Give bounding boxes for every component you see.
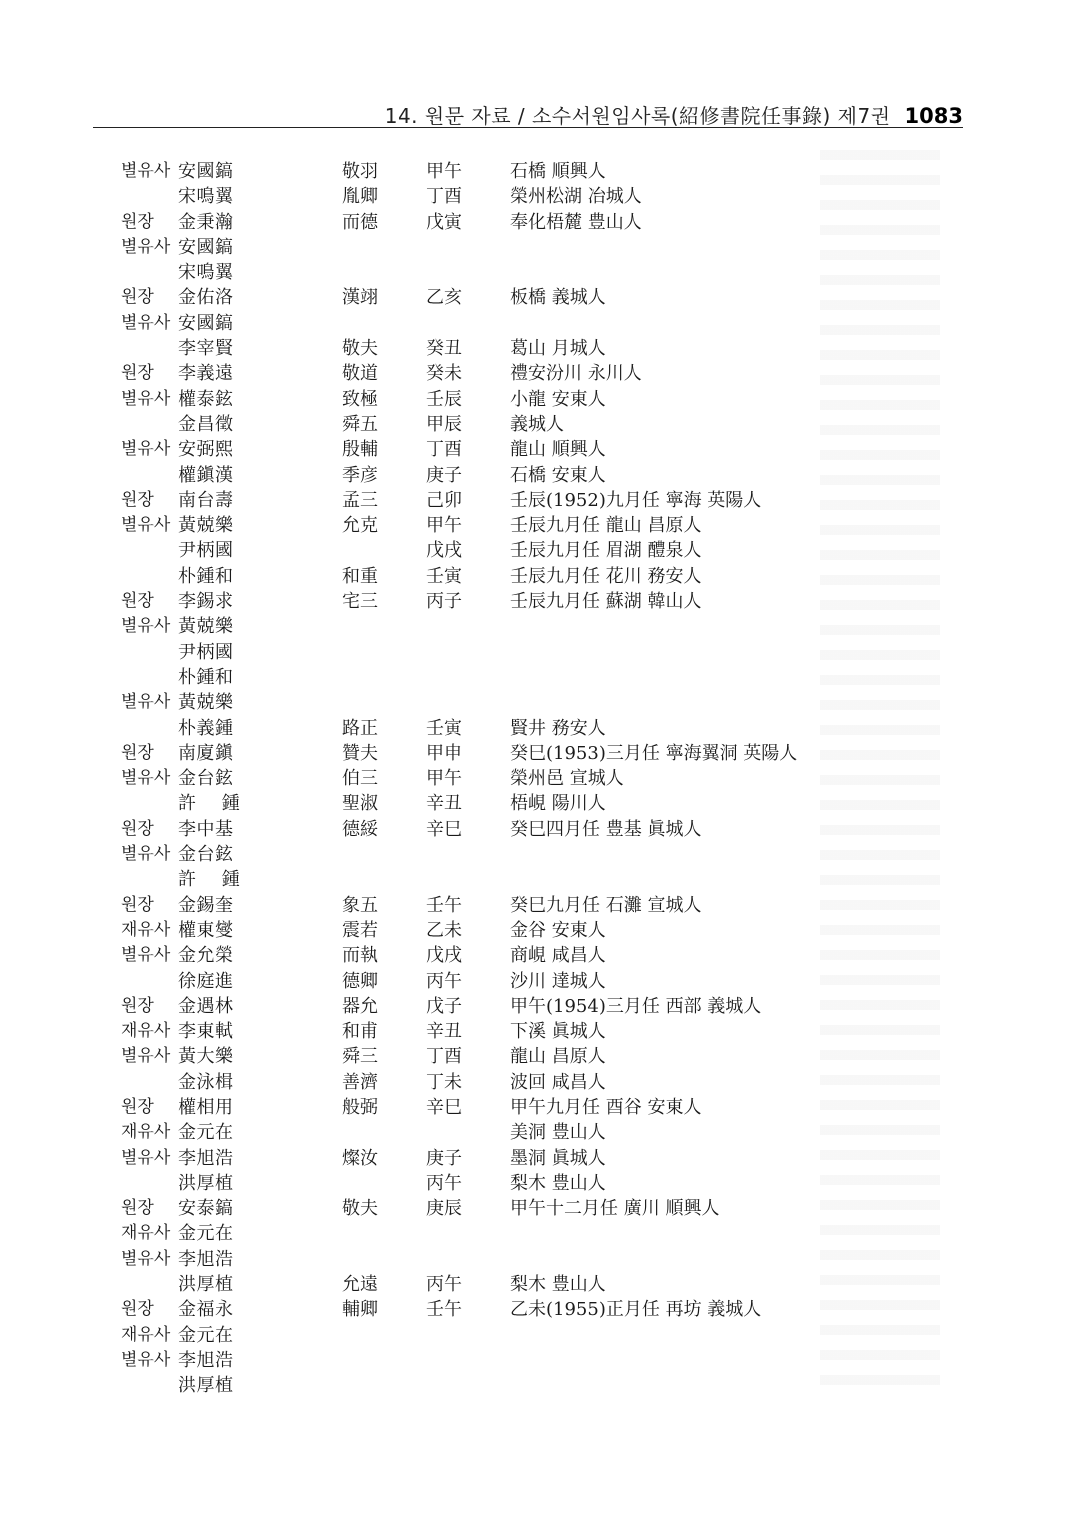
record-courtesy-name: 震若: [342, 919, 378, 941]
record-role: 별유사: [121, 1147, 171, 1168]
record-role: 원장: [121, 363, 154, 384]
record-role: 원장: [121, 1299, 154, 1320]
record-row: [0, 1323, 1075, 1348]
record-birth-year: 丁酉: [426, 439, 462, 461]
record-birth-year: 壬辰: [426, 388, 462, 410]
record-courtesy-name: 輔卿: [342, 1299, 378, 1321]
record-birth-year: 癸未: [426, 363, 462, 385]
record-courtesy-name: 和重: [342, 565, 378, 587]
record-name: 許 鍾: [178, 793, 250, 815]
record-note: 壬辰九月任 花川 務安人: [510, 565, 702, 587]
record-row: [0, 893, 1075, 918]
record-row: [0, 538, 1075, 563]
record-name: 權東燮: [178, 919, 234, 941]
record-birth-year: 己卯: [426, 489, 462, 511]
record-note: 癸巳九月任 石灘 宣城人: [510, 894, 702, 916]
record-courtesy-name: 殷輔: [342, 439, 378, 461]
record-role: 재유사: [121, 1021, 171, 1042]
record-courtesy-name: 敬夫: [342, 338, 378, 360]
record-courtesy-name: 孟三: [342, 489, 378, 511]
record-note: 石橋 順興人: [510, 161, 606, 182]
record-row: [0, 1221, 1075, 1246]
record-role: 별유사: [121, 1248, 171, 1269]
record-name: 金昌徵: [178, 413, 234, 435]
record-row: [0, 665, 1075, 690]
record-row: [0, 791, 1075, 816]
record-note: 壬辰九月任 龍山 昌原人: [510, 515, 702, 537]
record-note: 榮州邑 宣城人: [510, 768, 624, 790]
record-role: 별유사: [121, 616, 171, 637]
record-name: 李宰賢: [178, 338, 234, 360]
record-role: 별유사: [121, 312, 171, 333]
record-row: [0, 690, 1075, 715]
record-birth-year: 丁酉: [426, 1046, 462, 1068]
record-birth-year: 甲辰: [426, 413, 462, 435]
record-role: 별유사: [121, 439, 171, 460]
record-courtesy-name: 德綏: [342, 818, 378, 840]
record-name: 金福永: [178, 1299, 234, 1321]
record-note: 金谷 安東人: [510, 919, 606, 941]
record-courtesy-name: 器允: [342, 995, 378, 1017]
record-courtesy-name: 和甫: [342, 1021, 378, 1043]
record-birth-year: 庚子: [426, 1147, 462, 1169]
record-note: 賢井 務安人: [510, 717, 606, 739]
record-name: 金允榮: [178, 945, 234, 967]
record-name: 尹柄國: [178, 641, 234, 663]
record-row: [0, 741, 1075, 766]
record-courtesy-name: 致極: [342, 388, 378, 410]
record-row: [0, 1196, 1075, 1221]
record-note: 梨木 豊山人: [510, 1172, 606, 1194]
record-birth-year: 壬午: [426, 1299, 462, 1321]
record-row: [0, 260, 1075, 285]
record-courtesy-name: 象五: [342, 894, 378, 916]
record-name: 金元在: [178, 1324, 234, 1346]
record-name: 尹柄國: [178, 540, 234, 562]
record-row: [0, 1019, 1075, 1044]
record-name: 徐庭進: [178, 970, 234, 992]
record-birth-year: 癸丑: [426, 338, 462, 360]
record-role: 재유사: [121, 1122, 171, 1143]
record-courtesy-name: 胤卿: [342, 186, 378, 208]
record-name: 黃兢樂: [178, 515, 234, 537]
record-role: 원장: [121, 211, 154, 232]
record-courtesy-name: 漢翊: [342, 287, 378, 309]
record-name: 安國鎬: [178, 236, 234, 258]
record-name: 黃大樂: [178, 1046, 234, 1068]
record-birth-year: 辛巳: [426, 818, 462, 840]
record-name: 李旭浩: [178, 1349, 234, 1371]
record-role: 별유사: [121, 692, 171, 713]
record-note: 壬辰九月任 蘇湖 韓山人: [510, 591, 702, 613]
record-name: 金台鉉: [178, 768, 234, 790]
record-name: 洪厚植: [178, 1274, 234, 1296]
record-name: 金秉瀚: [178, 211, 234, 233]
record-birth-year: 戊戌: [426, 540, 462, 562]
record-name: 南台壽: [178, 489, 234, 511]
record-birth-year: 辛丑: [426, 1021, 462, 1043]
record-row: [0, 1171, 1075, 1196]
record-role: 원장: [121, 742, 154, 763]
record-row: [0, 943, 1075, 968]
header-title: 14. 원문 자료 / 소수서원임사록(紹修書院任事錄) 제7권: [384, 104, 891, 128]
record-role: 원장: [121, 287, 154, 308]
record-role: 원장: [121, 818, 154, 839]
record-row: [0, 918, 1075, 943]
record-courtesy-name: 德卿: [342, 970, 378, 992]
record-name: 朴鍾和: [178, 666, 234, 688]
record-role: 별유사: [121, 236, 171, 257]
record-row: [0, 311, 1075, 336]
record-name: 黃兢樂: [178, 692, 234, 714]
record-role: 별유사: [121, 515, 171, 536]
record-courtesy-name: 路正: [342, 717, 378, 739]
record-name: 李東軾: [178, 1021, 234, 1043]
record-row: [0, 1120, 1075, 1145]
record-row: [0, 1272, 1075, 1297]
record-birth-year: 丙子: [426, 591, 462, 613]
record-courtesy-name: 敬道: [342, 363, 378, 385]
record-name: 朴鍾和: [178, 565, 234, 587]
record-note: 石橋 安東人: [510, 464, 606, 486]
record-row: [0, 437, 1075, 462]
record-name: 金佑洛: [178, 287, 234, 309]
record-courtesy-name: 允遠: [342, 1274, 378, 1296]
record-courtesy-name: 允克: [342, 515, 378, 537]
record-name: 李旭浩: [178, 1147, 234, 1169]
record-note: 下溪 眞城人: [510, 1021, 606, 1043]
record-name: 洪厚植: [178, 1172, 234, 1194]
page-number: 1083: [904, 104, 963, 128]
record-courtesy-name: 般弼: [342, 1096, 378, 1118]
record-birth-year: 丙午: [426, 970, 462, 992]
record-name: 安泰鎬: [178, 1198, 234, 1220]
record-name: 安弼熙: [178, 439, 234, 461]
record-birth-year: 甲申: [426, 742, 462, 764]
record-name: 金錫奎: [178, 894, 234, 916]
record-birth-year: 辛巳: [426, 1096, 462, 1118]
record-courtesy-name: 燦汝: [342, 1147, 378, 1169]
record-birth-year: 壬寅: [426, 717, 462, 739]
record-row: [0, 564, 1075, 589]
record-birth-year: 甲午: [426, 515, 462, 537]
record-note: 小龍 安東人: [510, 388, 606, 410]
record-courtesy-name: 敬羽: [342, 161, 378, 182]
record-row: [0, 1146, 1075, 1171]
record-role: 별유사: [121, 161, 171, 181]
record-row: [0, 969, 1075, 994]
record-name: 金元在: [178, 1122, 234, 1144]
record-note: 美洞 豊山人: [510, 1122, 606, 1144]
record-courtesy-name: 舜五: [342, 413, 378, 435]
record-courtesy-name: 舜三: [342, 1046, 378, 1068]
record-note: 禮安汾川 永川人: [510, 363, 642, 385]
record-name: 李錫求: [178, 591, 234, 613]
record-name: 李旭浩: [178, 1248, 234, 1270]
record-row: [0, 513, 1075, 538]
record-row: [0, 235, 1075, 260]
record-note: 板橋 義城人: [510, 287, 606, 309]
record-row: [0, 1247, 1075, 1272]
record-note: 葛山 月城人: [510, 338, 606, 360]
record-role: 별유사: [121, 388, 171, 409]
record-courtesy-name: 而執: [342, 945, 378, 967]
record-name: 金元在: [178, 1223, 234, 1245]
record-note: 梨木 豊山人: [510, 1274, 606, 1296]
record-note: 龍山 順興人: [510, 439, 606, 461]
record-list: [0, 159, 1075, 1399]
record-row: [0, 361, 1075, 386]
record-name: 李中基: [178, 818, 234, 840]
record-name: 李義遠: [178, 363, 234, 385]
record-courtesy-name: 季彦: [342, 464, 378, 486]
record-courtesy-name: 宅三: [342, 591, 378, 613]
record-courtesy-name: 敬夫: [342, 1198, 378, 1220]
record-birth-year: 壬寅: [426, 565, 462, 587]
record-row: [0, 285, 1075, 310]
record-row: [0, 1044, 1075, 1069]
record-name: 洪厚植: [178, 1375, 234, 1397]
record-birth-year: 甲午: [426, 768, 462, 790]
record-note: 波回 咸昌人: [510, 1071, 606, 1093]
record-note: 癸巳四月任 豊基 眞城人: [510, 818, 702, 840]
record-name: 安國鎬: [178, 312, 234, 334]
record-row: [0, 488, 1075, 513]
record-row: [0, 640, 1075, 665]
record-name: 許 鍾: [178, 869, 250, 891]
record-role: 원장: [121, 591, 154, 612]
record-row: [0, 1348, 1075, 1373]
record-role: 원장: [121, 489, 154, 510]
record-role: 별유사: [121, 1046, 171, 1067]
record-courtesy-name: 而德: [342, 211, 378, 233]
record-name: 金遇林: [178, 995, 234, 1017]
record-courtesy-name: 善濟: [342, 1071, 378, 1093]
record-birth-year: 甲午: [426, 161, 462, 182]
record-note: 甲午十二月任 廣川 順興人: [510, 1198, 720, 1220]
record-birth-year: 庚子: [426, 464, 462, 486]
record-note: 甲午(1954)三月任 西部 義城人: [510, 995, 762, 1017]
record-name: 權相用: [178, 1096, 234, 1118]
record-row: [0, 210, 1075, 235]
record-role: 재유사: [121, 1223, 171, 1244]
record-note: 龍山 昌原人: [510, 1046, 606, 1068]
record-row: [0, 817, 1075, 842]
record-birth-year: 辛丑: [426, 793, 462, 815]
record-birth-year: 戊寅: [426, 211, 462, 233]
record-row: [0, 766, 1075, 791]
record-birth-year: 丙午: [426, 1274, 462, 1296]
record-role: 재유사: [121, 919, 171, 940]
record-birth-year: 丙午: [426, 1172, 462, 1194]
record-birth-year: 丁酉: [426, 186, 462, 208]
record-birth-year: 乙亥: [426, 287, 462, 309]
record-role: 별유사: [121, 844, 171, 865]
record-row: [0, 1373, 1075, 1398]
header-rule: [93, 127, 963, 128]
record-birth-year: 戊戌: [426, 945, 462, 967]
record-row: [0, 184, 1075, 209]
record-note: 壬辰(1952)九月任 寧海 英陽人: [510, 489, 762, 511]
record-row: [0, 867, 1075, 892]
record-note: 甲午九月任 酉谷 安東人: [510, 1096, 702, 1118]
record-role: 원장: [121, 995, 154, 1016]
record-name: 宋鳴翼: [178, 262, 234, 284]
record-name: 安國鎬: [178, 161, 234, 182]
record-note: 義城人: [510, 413, 564, 435]
record-row: [0, 1297, 1075, 1322]
record-row: [0, 994, 1075, 1019]
record-note: 墨洞 眞城人: [510, 1147, 606, 1169]
record-row: [0, 716, 1075, 741]
record-name: 南廈鎭: [178, 742, 234, 764]
record-courtesy-name: 贊夫: [342, 742, 378, 764]
record-birth-year: 乙未: [426, 919, 462, 941]
record-note: 梧峴 陽川人: [510, 793, 606, 815]
record-row: [0, 412, 1075, 437]
record-birth-year: 戊子: [426, 995, 462, 1017]
record-birth-year: 丁未: [426, 1071, 462, 1093]
record-row: [0, 614, 1075, 639]
record-row: [0, 1095, 1075, 1120]
record-role: 별유사: [121, 1349, 171, 1370]
record-row: [0, 463, 1075, 488]
record-role: 원장: [121, 1096, 154, 1117]
record-courtesy-name: 聖淑: [342, 793, 378, 815]
record-row: [0, 589, 1075, 614]
record-courtesy-name: 伯三: [342, 768, 378, 790]
record-name: 金泳楫: [178, 1071, 234, 1093]
record-note: 奉化梧麓 豊山人: [510, 211, 642, 233]
record-row: [0, 1070, 1075, 1095]
record-note: 癸巳(1953)三月任 寧海翼洞 英陽人: [510, 742, 798, 764]
running-header: [385, 100, 963, 128]
record-note: 榮州松湖 冶城人: [510, 186, 642, 208]
record-note: 沙川 達城人: [510, 970, 606, 992]
record-note: 壬辰九月任 眉湖 醴泉人: [510, 540, 702, 562]
record-birth-year: 壬午: [426, 894, 462, 916]
record-row: [0, 842, 1075, 867]
record-note: 乙未(1955)正月任 再坊 義城人: [510, 1299, 762, 1321]
record-role: 원장: [121, 894, 154, 915]
record-role: 재유사: [121, 1324, 171, 1345]
record-row: [0, 159, 1075, 184]
record-row: [0, 336, 1075, 361]
record-name: 權泰鉉: [178, 388, 234, 410]
record-birth-year: 庚辰: [426, 1198, 462, 1220]
record-role: 원장: [121, 1198, 154, 1219]
record-name: 宋鳴翼: [178, 186, 234, 208]
record-role: 별유사: [121, 768, 171, 789]
record-name: 黃兢樂: [178, 616, 234, 638]
record-row: [0, 387, 1075, 412]
record-role: 별유사: [121, 945, 171, 966]
record-name: 朴義鍾: [178, 717, 234, 739]
record-name: 權鎭漢: [178, 464, 234, 486]
record-name: 金台鉉: [178, 844, 234, 866]
record-note: 商峴 咸昌人: [510, 945, 606, 967]
